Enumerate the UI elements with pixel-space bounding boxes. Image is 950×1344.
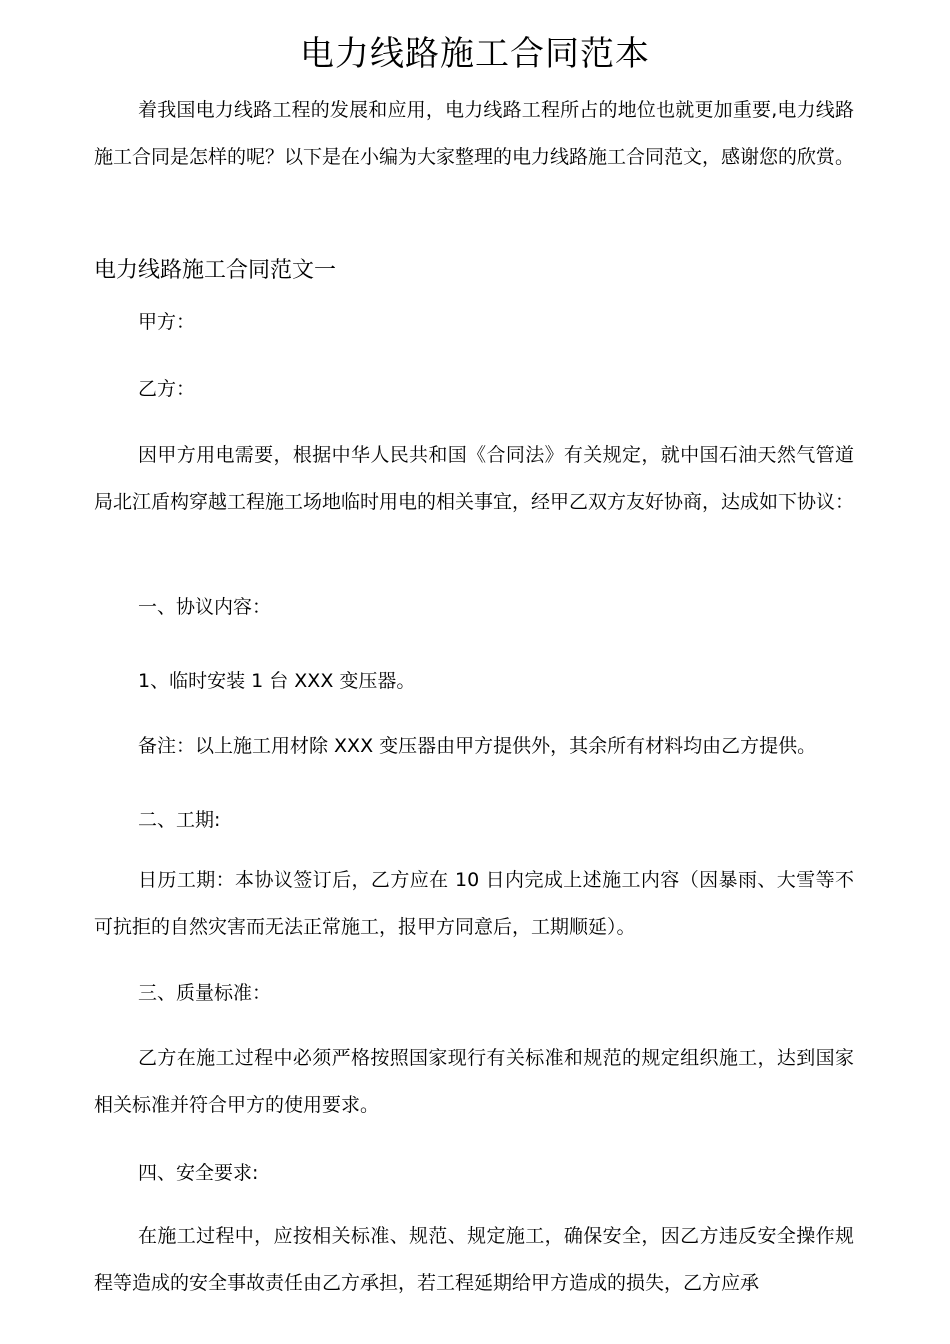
preamble-paragraph: 因甲方用电需要，根据中华人民共和国《合同法》有关规定，就中国石油天然气管道局北江盾构穿越工程施工场地临时用电的相关事宜，经甲乙双方友好协商，达成如下协议： xyxy=(94,444,855,513)
clause-4-body: 在施工过程中，应按相关标准、规范、规定施工，确保安全，因乙方违反安全操作规程等造成的安全事故责任由乙方承担，若工程延期给甲方造成的损失，乙方应承 xyxy=(94,1225,854,1294)
clause-4-title: 四、安全要求: xyxy=(138,1162,259,1184)
clause-3-body: 乙方在施工过程中必须严格按照国家现行有关标准和规范的规定组织施工，达到国家相关标准并符合甲方的使用要求。 xyxy=(94,1047,854,1116)
clause-1-title: 一、协议内容： xyxy=(138,596,272,618)
intro-paragraph: 着我国电力线路工程的发展和应用，电力线路工程所占的地位也就更加重要,电力线路施工合同是怎样的呢？以下是在小编为大家整理的电力线路施工合同范文，感谢您的欣赏。 xyxy=(94,99,855,168)
clause-2-title: 二、工期: xyxy=(138,809,221,831)
clause-2-body: 日历工期：本协议签订后，乙方应在 10 日内完成上述施工内容（因暴雨、大雪等不可抗拒的自然灾害而无法正常施工，报甲方同意后，工期顺延）。 xyxy=(94,869,854,938)
party-b-label: 乙方： xyxy=(138,378,196,400)
party-a-label: 甲方： xyxy=(138,311,196,333)
clause-1-item-1: 1、临时安装 1 台 XXX 变压器。 xyxy=(138,670,416,692)
document-title: 电力线路施工合同范本 xyxy=(300,34,650,74)
clause-3-title: 三、质量标准： xyxy=(138,982,272,1004)
section-heading: 电力线路施工合同范文一 xyxy=(94,258,337,283)
clause-1-note: 备注：以上施工用材除 XXX 变压器由甲方提供外，其余所有材料均由乙方提供。 xyxy=(138,735,817,757)
